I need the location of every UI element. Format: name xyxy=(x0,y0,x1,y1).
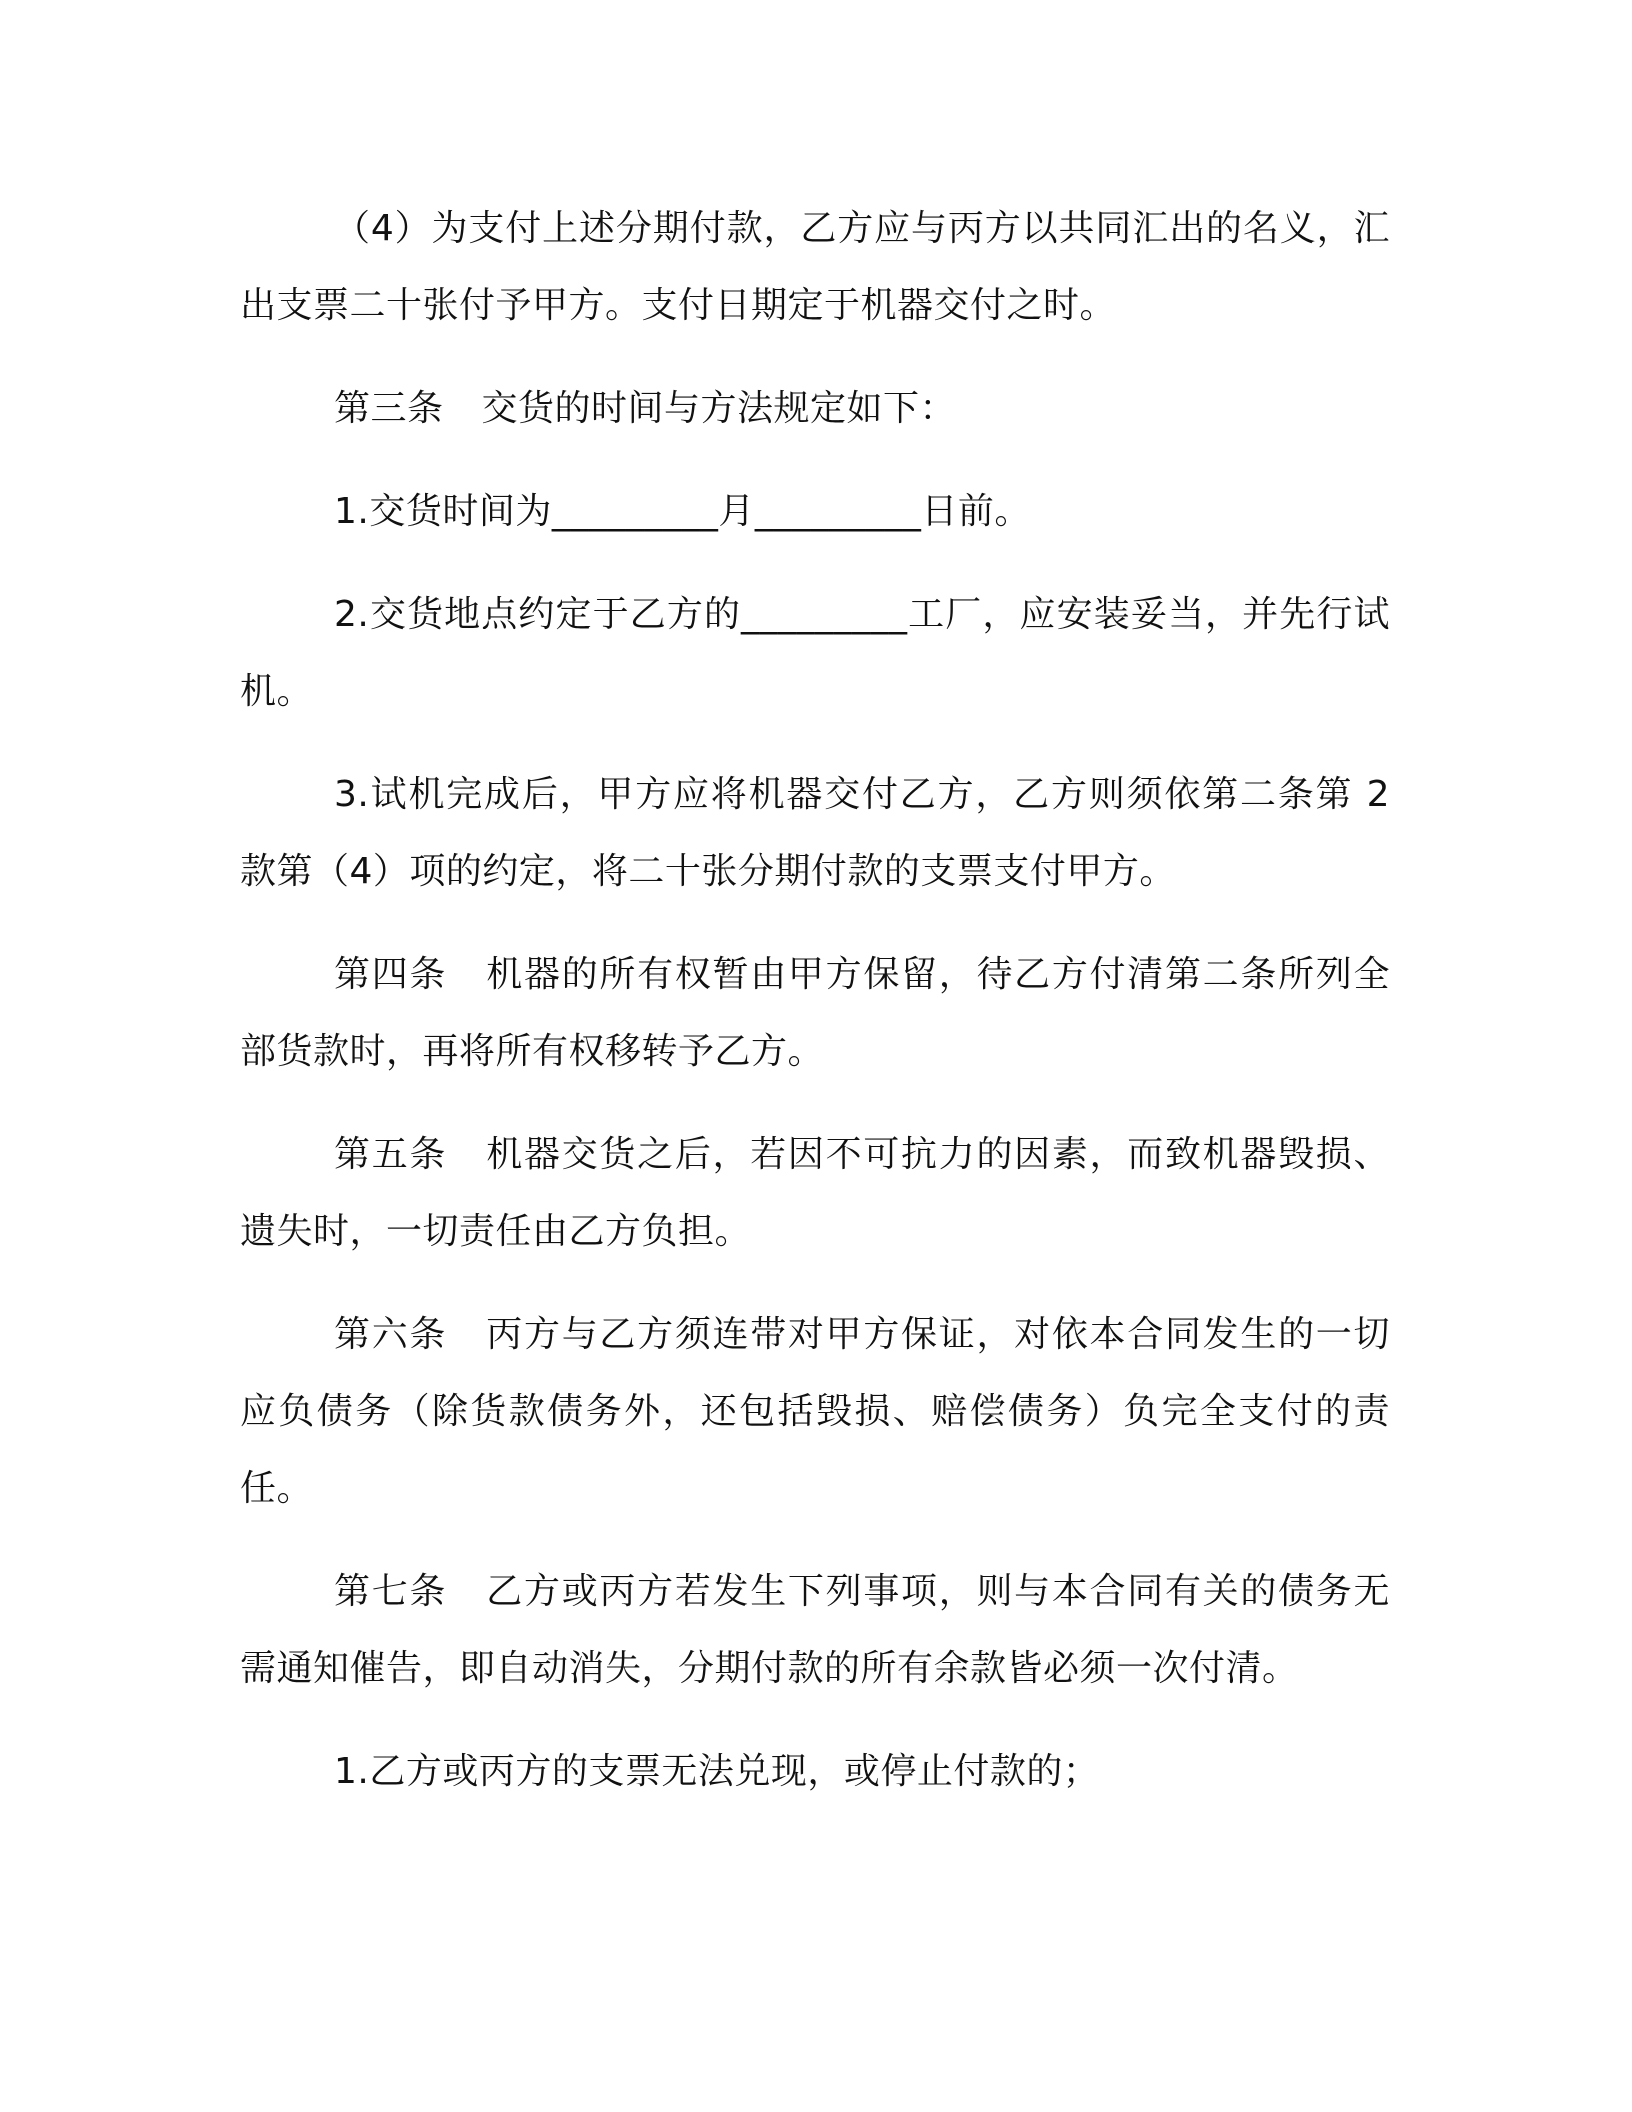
paragraph-check-dishonored xyxy=(240,1733,1390,1810)
article-number: 第六条 xyxy=(334,1314,448,1355)
article-6 xyxy=(240,1296,1390,1527)
paragraph-text: 1.乙方或丙方的支票无法兑现，或停止付款的； xyxy=(334,1751,1100,1792)
article-number: 第四条 xyxy=(334,954,448,995)
article-text: 机器交货之后，若因不可抗力的因素，而致机器毁损、遗失时，一切责任由乙方负担。 xyxy=(240,1134,1390,1252)
article-7 xyxy=(240,1553,1390,1707)
paragraph-text: 1.交货时间为_________月_________日前。 xyxy=(334,491,1031,532)
paragraph-delivery-time xyxy=(240,473,1390,550)
article-text: 乙方或丙方若发生下列事项，则与本合同有关的债务无需通知催告，即自动消失，分期付款的所有余款皆必须一次付清。 xyxy=(240,1571,1390,1689)
paragraph-installment-checks xyxy=(240,190,1390,344)
article-number: 第五条 xyxy=(334,1134,448,1175)
article-number: 第三条 xyxy=(334,388,444,429)
paragraph-text: （4）为支付上述分期付款，乙方应与丙方以共同汇出的名义，汇出支票二十张付予甲方。支付日期定于机器交付之时。 xyxy=(240,208,1390,326)
paragraph-delivery-place xyxy=(240,576,1390,730)
article-4 xyxy=(240,936,1390,1090)
paragraph-text: 3.试机完成后，甲方应将机器交付乙方，乙方则须依第二条第 2 款第（4）项的约定，将二十张分期付款的支票支付甲方。 xyxy=(240,774,1390,892)
article-text: 交货的时间与方法规定如下： xyxy=(481,388,957,429)
article-5 xyxy=(240,1116,1390,1270)
article-number: 第七条 xyxy=(334,1571,448,1612)
paragraph-text: 2.交货地点约定于乙方的_________工厂，应安装妥当，并先行试机。 xyxy=(240,594,1390,712)
article-3-heading xyxy=(240,370,1390,447)
paragraph-trial-run xyxy=(240,756,1390,910)
article-text: 机器的所有权暂由甲方保留，待乙方付清第二条所列全部货款时，再将所有权移转予乙方。 xyxy=(240,954,1390,1072)
document-body xyxy=(240,190,1390,1836)
article-text: 丙方与乙方须连带对甲方保证，对依本合同发生的一切应负债务（除货款债务外，还包括毁损、赔偿债务）负完全支付的责任。 xyxy=(240,1314,1390,1509)
